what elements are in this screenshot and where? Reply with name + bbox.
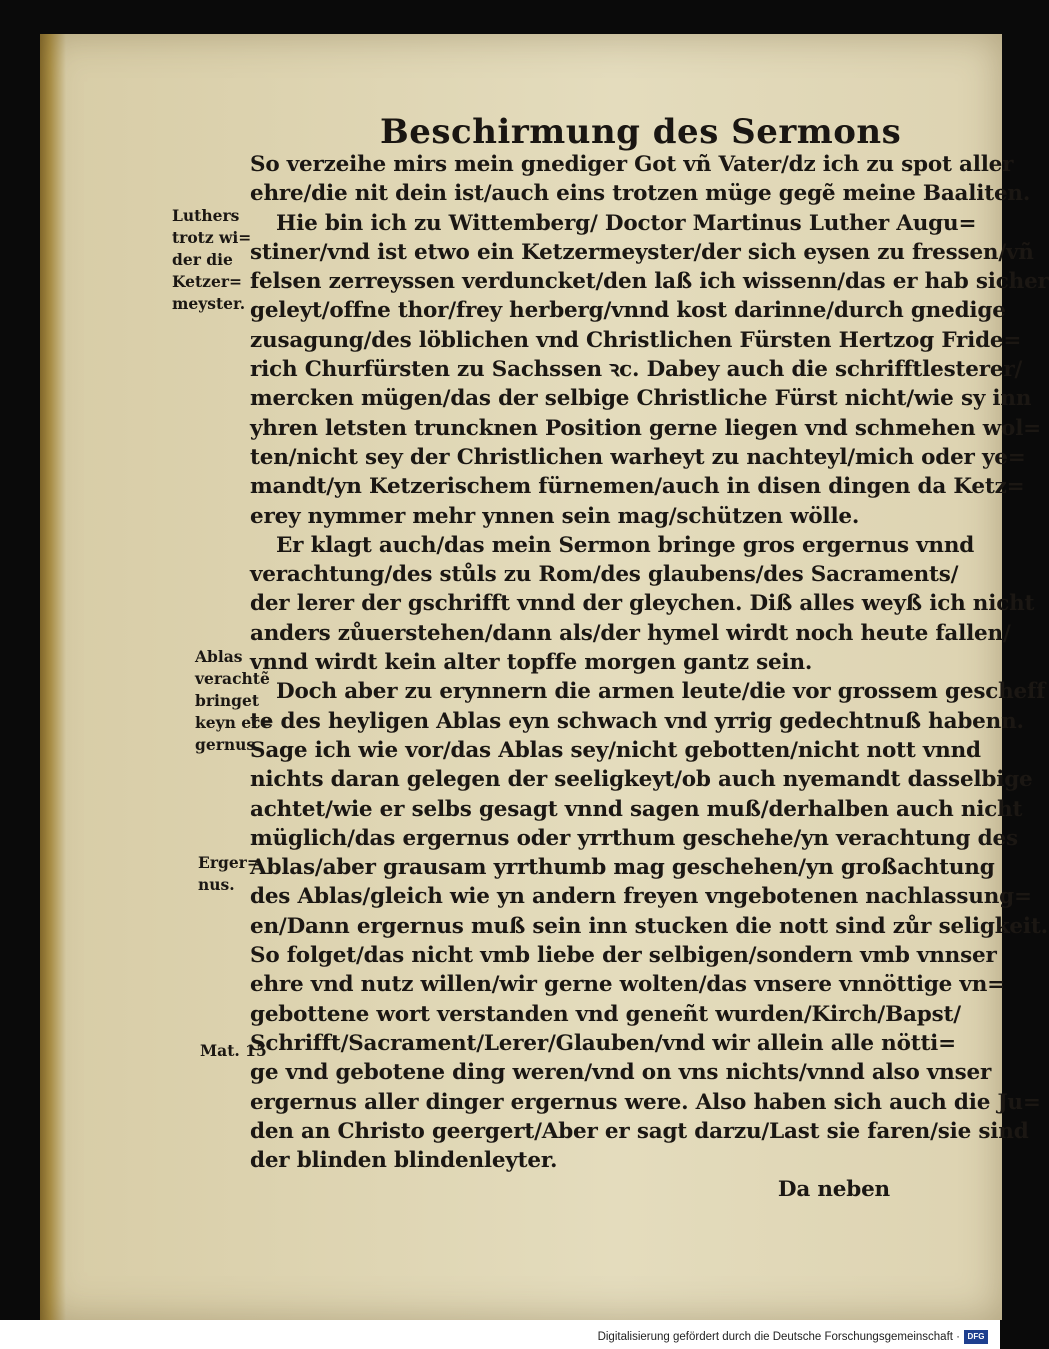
- text-line: yhren letsten truncknen Position gerne liegen vnd schmehen wol=: [250, 415, 1041, 441]
- margin-note-ablas: [195, 646, 272, 756]
- text-line: verachtung/des stůls zu Rom/des glaubens/des Sacraments/: [250, 562, 959, 588]
- margin-note-line: meyster.: [172, 294, 246, 313]
- text-line: vnnd wirdt kein alter topffe morgen gantz sein.: [250, 650, 813, 676]
- margin-note-line: Erger=: [198, 853, 260, 872]
- text-line: felsen zerreyssen verduncket/den laß ich wissenn/das er hab sicher: [250, 269, 1049, 295]
- margin-note-line: Mat. 15: [200, 1041, 267, 1060]
- text-line: müglich/das ergernus oder yrrthum geschehe/yn verachtung des: [250, 825, 1018, 851]
- text-line: den an Christo geergert/Aber er sagt darzu/Last sie faren/sie sind: [250, 1118, 1029, 1144]
- text-line: des Ablas/gleich wie yn andern freyen vngebotenen nachlassung=: [250, 884, 1032, 910]
- text-line: stiner/vnd ist etwo ein Ketzermeyster/der sich eysen zu fressen/vñ: [250, 239, 1034, 265]
- margin-note-line: Ketzer=: [172, 272, 242, 291]
- text-line: gebottene wort verstanden vnd geneñt wurden/Kirch/Bapst/: [250, 1001, 961, 1027]
- text-line: der lerer der gschrifft vnnd der gleychen. Diß alles weyß ich nicht: [250, 591, 1035, 617]
- margin-note-line: verachtẽ: [195, 669, 270, 688]
- margin-note-line: Luthers: [172, 206, 240, 225]
- margin-note-ergernus: [198, 852, 260, 896]
- margin-note-line: gernus.: [195, 735, 261, 754]
- margin-note-mat: [200, 1040, 267, 1062]
- margin-note-luthers-trotz: [172, 205, 251, 315]
- text-line: rich Churfürsten zu Sachssen ꝛc. Dabey auch die schrifftlesterer/: [250, 357, 1023, 383]
- text-line: Sage ich wie vor/das Ablas sey/nicht gebotten/nicht nott vnnd: [250, 737, 981, 763]
- page-header: Beschirmung des Sermons: [380, 112, 902, 152]
- text-line: te des heyligen Ablas eyn schwach vnd yrrig gedechtnuß habenn.: [250, 708, 1024, 734]
- margin-note-line: Ablas: [195, 647, 243, 666]
- text-line: anders zůuerstehen/dann als/der hymel wirdt noch heute fallen/: [250, 620, 1011, 646]
- margin-note-line: nus.: [198, 875, 235, 894]
- text-line: So verzeihe mirs mein gnediger Got vñ Vater/dz ich zu spot aller: [250, 152, 1014, 177]
- text-line: ten/nicht sey der Christlichen warheyt zu nachteyl/mich oder ye=: [250, 444, 1026, 470]
- text-line: ehre/die nit dein ist/auch eins trotzen müge gegẽ meine Baaliten.: [250, 181, 1031, 207]
- text-line: nichts daran gelegen der seeligkeyt/ob auch nyemandt dasselbige: [250, 767, 1033, 793]
- text-line: en/Dann ergernus muß sein inn stucken die nott sind zůr seligkeit.: [250, 913, 1048, 939]
- dfg-logo: DFG: [964, 1330, 988, 1344]
- text-line: geleyt/offne thor/frey herberg/vnnd kost darinne/durch gnedige: [250, 298, 1006, 324]
- text-line: zusagung/des löblichen vnd Christlichen Fürsten Hertzog Fride=: [250, 327, 1022, 353]
- text-line: ehre vnd nutz willen/wir gerne wolten/das vnsere vnnöttige vn=: [250, 972, 1005, 998]
- margin-note-line: bringet: [195, 691, 260, 710]
- text-line: Hie bin ich zu Wittemberg/ Doctor Martinus Luther Augu=: [276, 210, 977, 236]
- text-line: achtet/wie er selbs gesagt vnnd sagen muß/derhalben auch nicht: [250, 796, 1023, 822]
- text-line: mandt/yn Ketzerischem fürnemen/auch in disen dingen da Ketz=: [250, 474, 1025, 500]
- text-line: erey nymmer mehr ynnen sein mag/schützen wölle.: [250, 503, 860, 529]
- margin-note-line: der die: [172, 250, 233, 269]
- margin-note-line: trotz wi=: [172, 228, 252, 247]
- catchword: Da neben: [777, 1177, 890, 1203]
- text-line: mercken mügen/das der selbige Christliche Fürst nicht/wie sy inn: [250, 386, 1032, 412]
- text-line: ergernus aller dinger ergernus were. Also haben sich auch die Ju=: [250, 1089, 1041, 1115]
- text-line: So folget/das nicht vmb liebe der selbigen/sondern vmb vnnser: [250, 943, 997, 969]
- text-line: der blinden blindenleyter.: [250, 1148, 558, 1174]
- margin-note-line: keyn er=: [195, 713, 273, 732]
- body-text: [250, 150, 1049, 1205]
- footer-credit: Digitalisierung gefördert durch die Deutsche Forschungsgemeinschaft ·: [597, 1331, 960, 1343]
- text-line: Er klagt auch/das mein Sermon bringe gros ergernus vnnd: [276, 532, 975, 558]
- text-line: Ablas/aber grausam yrrthumb mag geschehen/yn großachtung: [250, 855, 995, 881]
- text-line: Doch aber zu erynnern die armen leute/die vor grossem gescheff: [276, 679, 1046, 705]
- text-line: ge vnd gebotene ding weren/vnd on vns nichts/vnnd also vnser: [250, 1060, 992, 1086]
- text-line: Schrifft/Sacrament/Lerer/Glauben/vnd wir allein alle nötti=: [250, 1030, 956, 1056]
